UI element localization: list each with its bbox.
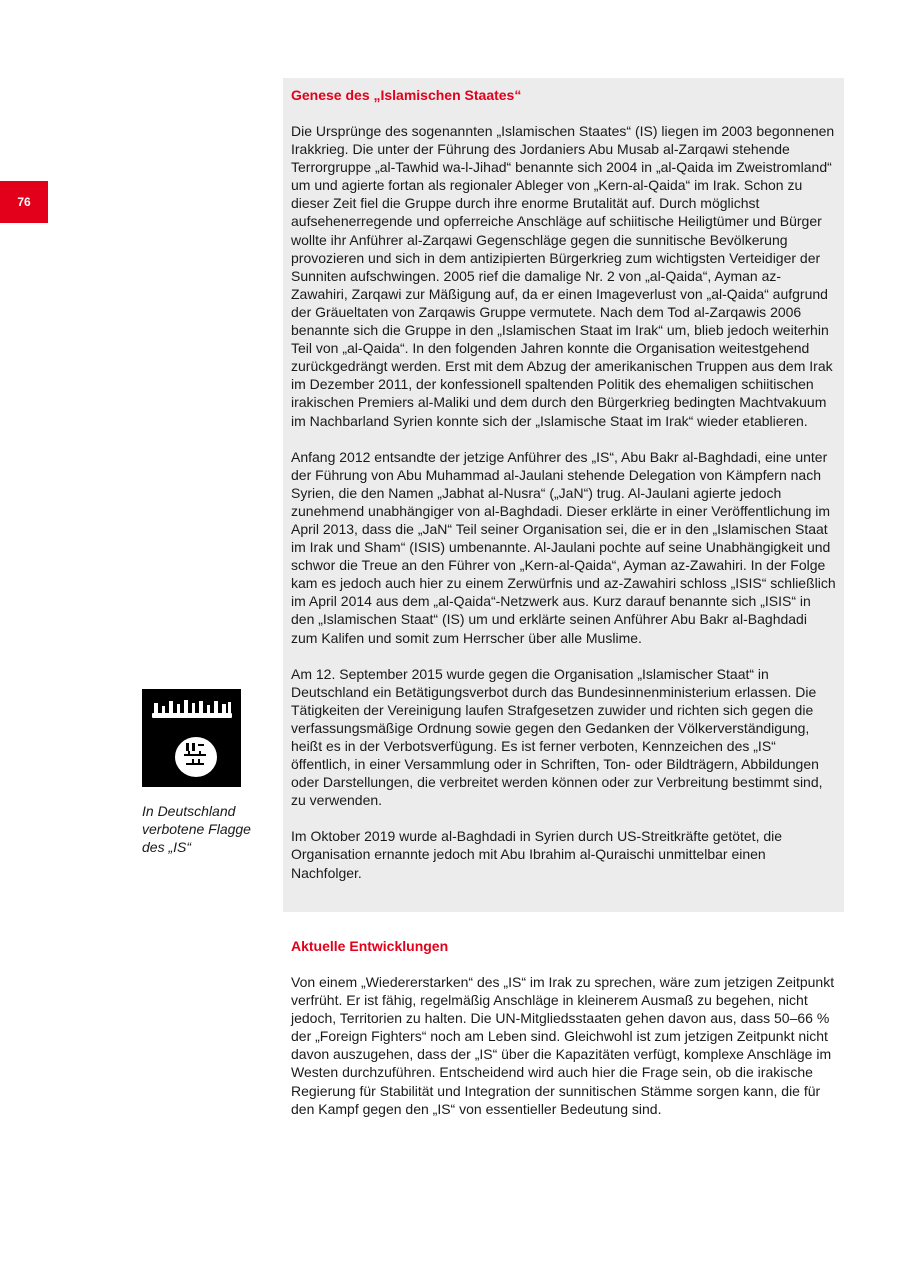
- info-box: [283, 78, 844, 912]
- banned-flag-image: [142, 689, 241, 787]
- section2-title: Aktuelle Entwicklungen: [291, 938, 449, 954]
- page-number: 76: [17, 195, 31, 209]
- current-developments-section: [291, 937, 836, 1118]
- page-number-tab: [0, 181, 48, 223]
- caption-line-1: In Deutschland: [142, 803, 236, 819]
- caption-line-2: verbotene Flagge: [142, 821, 251, 837]
- box-title: Genese des „Islamischen Staates“: [291, 87, 522, 103]
- box-paragraph-3: Am 12. September 2015 wurde gegen die Organisation „Islamischer Staat“ in Deutschland ein Betätigungsverbot durch das Bundesinnenministerium erlassen. Die Tätigkeiten der Vereinigung laufen Strafgesetzen zuwider und richten sich gegen die verfassungsmäßige Ordnung sowie gegen den Gedanken der Völkerverständigung, heißt es in der Verbotsverfügung. Es ist ferner verboten, Kennzeichen des „IS“ öffentlich, in einer Versammlung oder in Schriften, Ton- oder Bildträgern, Abbildungen oder Darstellungen, die verbreitet werden können oder zur Verbreitung bestimmt sind, zu verwenden.: [291, 665, 823, 809]
- flag-graphic: [142, 689, 241, 787]
- flag-caption: [142, 802, 272, 856]
- section2-paragraph: Von einem „Wiedererstarken“ des „IS“ im Irak zu sprechen, wäre zum jetzigen Zeitpunkt verfrüht. Er ist fähig, regelmäßig Anschläge in kleinerem Ausmaß zu begehen, nicht jedoch, Territorien zu halten. Die UN-Mitgliedsstaaten gehen davon aus, dass 50–66 % der „Foreign Fighters“ noch am Leben sind. Gleichwohl ist zum jetzigen Zeitpunkt nicht davon auszugehen, dass der „IS“ über die Kapazitäten verfügt, komplexe Anschläge im Westen durchzuführen. Entscheidend wird auch hier die Frage sein, ob die irakische Regierung für Stabilität und Integration der sunnitischen Stämme sorgen kann, die für den Kampf gegen den „IS“ von essentieller Bedeutung sind.: [291, 974, 835, 1117]
- box-paragraph-2: Anfang 2012 entsandte der jetzige Anführer des „IS“, Abu Bakr al-Baghdadi, eine unter der Führung von Abu Muhammad al-Jaulani stehende Delegation von Kämpfern nach Syrien, die den Namen „Jabhat al-Nusra“ („JaN“) trug. Al-Jaulani agierte jedoch zunehmend unabhängiger von al-Baghdadi. Dieser erklärte in einer Veröffentlichung im April 2013, dass die „JaN“ Teil seiner Organisation sei, die er in den „Islamischen Staat im Irak und Sham“ (ISIS) umbenannte. Al-Jaulani pochte auf seine Unabhängigkeit und schwor die Treue an den Führer von „Kern-al-Qaida“, Ayman az-Zawahiri. In der Folge kam es jedoch auch hier zu einem Zerwürfnis und az-Zawahiri schloss „ISIS“ schließlich im April 2014 aus dem „al-Qaida“-Netzwerk aus. Kurz darauf benannte sich „ISIS“ in den „Islamischen Staat“ (IS) um und erklärte seinen Anführer Abu Bakr al-Baghdadi zum Kalifen und somit zum Herrscher über alle Muslime.: [291, 448, 836, 646]
- box-paragraph-1: Die Ursprünge des sogenannten „Islamischen Staates“ (IS) liegen im 2003 begonnenen Irakkrieg. Die unter der Führung des Jordaniers Abu Musab al-Zarqawi stehende Terrorgruppe „al-Tawhid wa-l-Jihad“ benannte sich 2004 in „al-Qaida im Zweistromland“ um und agierte fortan als regionaler Ableger von „Kern-al-Qaida“ im Irak. Schon zu dieser Zeit fiel die Gruppe durch ihre enorme Brutalität auf. Durch möglichst aufsehenerregende und opferreiche Anschläge auf schiitische Heiligtümer und Bürger wollte ihr Anführer al-Zarqawi Gegenschläge gegen die sunnitische Bevölkerung provozieren und sich in dem antizipierten Bürgerkrieg zum wichtigsten Verteidiger der Sunniten aufschwingen. 2005 rief die damalige Nr. 2 von „al-Qaida“, Ayman az-Zawahiri, Zarqawi zur Mäßigung auf, da er einen Imageverlust von „al-Qaida“ aufgrund der Gräueltaten von Zarqawis Gruppe vermutete. Nach dem Tod al-Zarqawis 2006 benannte sich die Gruppe in den „Islamischen Staat im Irak“ um, blieb jedoch weiterhin Teil von „al-Qaida“. In den folgenden Jahren konnte die Organisation weitestgehend zurückgedrängt werden. Erst mit dem Abzug der amerikanischen Truppen aus dem Irak im Dezember 2011, der konfessionell spaltenden Politik des ehemaligen schiitischen irakischen Premiers al-Maliki und dem durch den Bürgerkrieg bedingten Machtvakuum im Nachbarland Syrien konnte sich der „Islamische Staat im Irak“ wieder etablieren.: [291, 123, 835, 429]
- caption-line-3: des „IS“: [142, 839, 192, 855]
- box-paragraph-4: Im Oktober 2019 wurde al-Baghdadi in Syrien durch US-Streitkräfte getötet, die Organisation ernannte jedoch mit Abu Ibrahim al-Quraischi unmittelbar einen Nachfolger.: [291, 828, 783, 881]
